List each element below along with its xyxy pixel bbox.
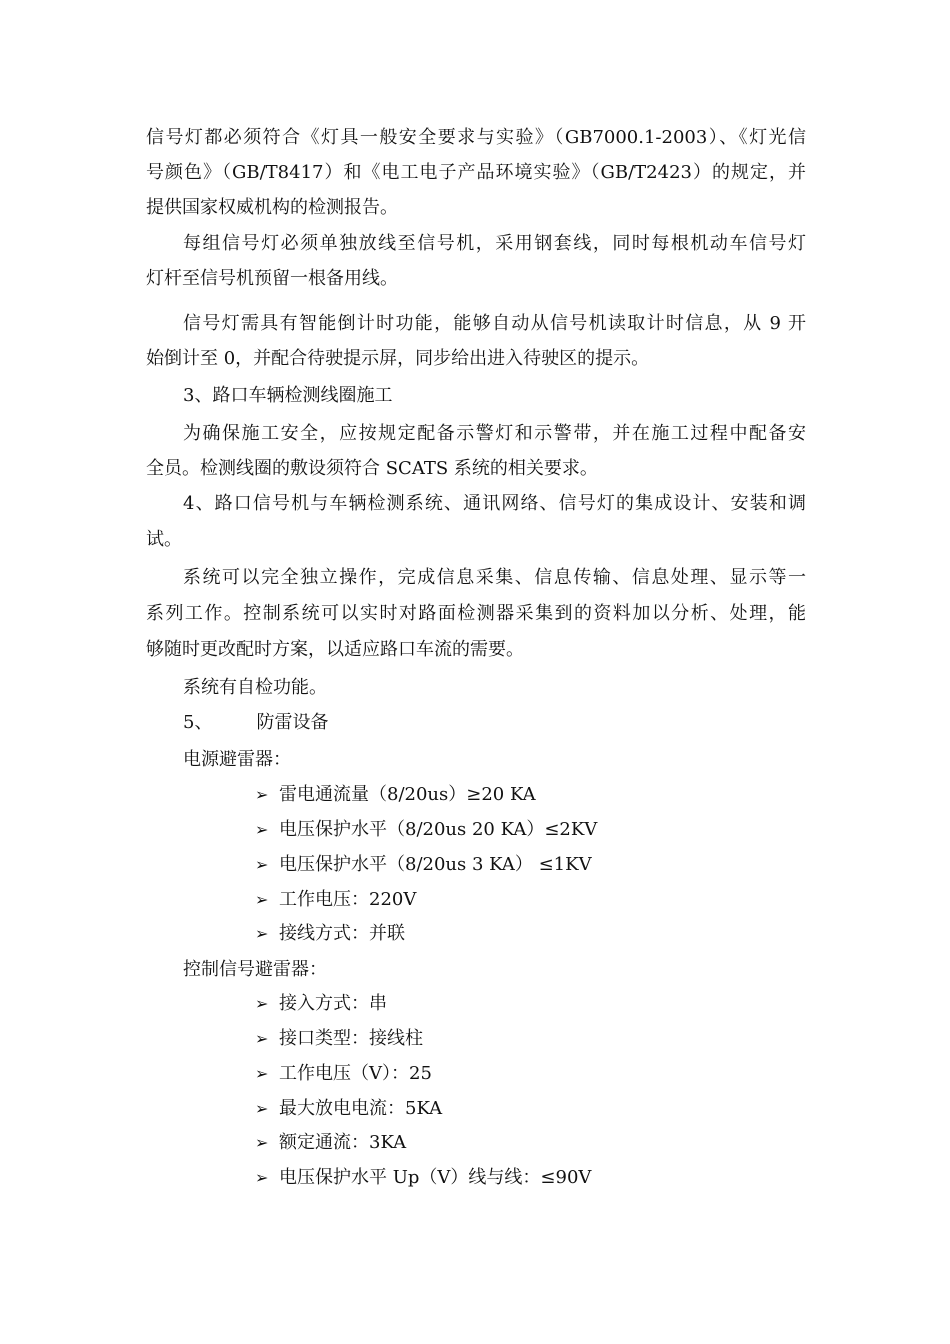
paragraph-line: 系列工作。控制系统可以实时对路面检测器采集到的资料加以分析、处理，能 [146,603,806,624]
section-heading: 试。 [146,529,182,550]
paragraph-line: 号颜色》（GB/T8417）和《电工电子产品环境实验》（GB/T2423）的规定，并 [146,162,806,183]
section-heading: 3、路口车辆检测线圈施工 [183,385,393,406]
list-item: ➢ 雷电通流量（8/20us）≥20 KA [255,784,536,805]
arrow-bullet-icon: ➢ [255,1168,269,1187]
arrow-bullet-icon: ➢ [255,785,269,804]
list-item: ➢ 额定通流：3KA [255,1132,407,1153]
paragraph-line: 灯杆至信号机预留一根备用线。 [146,268,398,289]
paragraph-line: 够随时更改配时方案，以适应路口车流的需要。 [146,639,524,660]
list-item: ➢ 接线方式：并联 [255,923,405,944]
paragraph-line: 为确保施工安全，应按规定配备示警灯和示警带，并在施工过程中配备安 [183,423,806,444]
section-title: 防雷设备 [256,712,329,733]
list-item: ➢ 接入方式：串 [255,993,387,1014]
list-item: ➢ 工作电压（V）：25 [255,1063,432,1084]
paragraph-line: 系统可以完全独立操作，完成信息采集、信息传输、信息处理、显示等一 [183,567,806,588]
list-item: ➢ 工作电压：220V [255,889,417,910]
paragraph-line: 信号灯都必须符合《灯具一般安全要求与实验》（GB7000.1-2003）、《灯光信 [146,127,806,148]
arrow-bullet-icon: ➢ [255,890,269,909]
section-heading [183,711,328,735]
list-item: ➢ 最大放电电流：5KA [255,1098,443,1119]
arrow-bullet-icon: ➢ [255,1133,269,1152]
list-item: ➢ 接口类型：接线柱 [255,1028,423,1049]
list-item: ➢ 电压保护水平（8/20us 20 KA）≤2KV [255,819,598,840]
arrow-bullet-icon: ➢ [255,820,269,839]
subsection-title: 控制信号避雷器： [183,959,327,980]
paragraph-line: 始倒计至 0，并配合待驶提示屏，同步给出进入待驶区的提示。 [146,348,650,369]
section-heading: 4、路口信号机与车辆检测系统、通讯网络、信号灯的集成设计、安装和调 [183,493,806,514]
arrow-bullet-icon: ➢ [255,1064,269,1083]
arrow-bullet-icon: ➢ [255,1099,269,1118]
paragraph-line: 系统有自检功能。 [183,677,327,698]
arrow-bullet-icon: ➢ [255,1029,269,1048]
subsection-title: 电源避雷器： [183,749,291,770]
arrow-bullet-icon: ➢ [255,924,269,943]
paragraph-line: 提供国家权威机构的检测报告。 [146,197,398,218]
list-item: ➢ 电压保护水平（8/20us 3 KA） ≤1KV [255,854,592,875]
paragraph-line: 全员。检测线圈的敷设须符合 SCATS 系统的相关要求。 [146,458,598,479]
arrow-bullet-icon: ➢ [255,855,269,874]
paragraph-line: 信号灯需具有智能倒计时功能，能够自动从信号机读取计时信息，从 9 开 [183,313,806,334]
section-number: 5、 [183,712,213,733]
list-item: ➢ 电压保护水平 Up（V）线与线：≤90V [255,1167,592,1188]
paragraph-line: 每组信号灯必须单独放线至信号机，采用钢套线，同时每根机动车信号灯 [183,233,806,254]
arrow-bullet-icon: ➢ [255,994,269,1013]
